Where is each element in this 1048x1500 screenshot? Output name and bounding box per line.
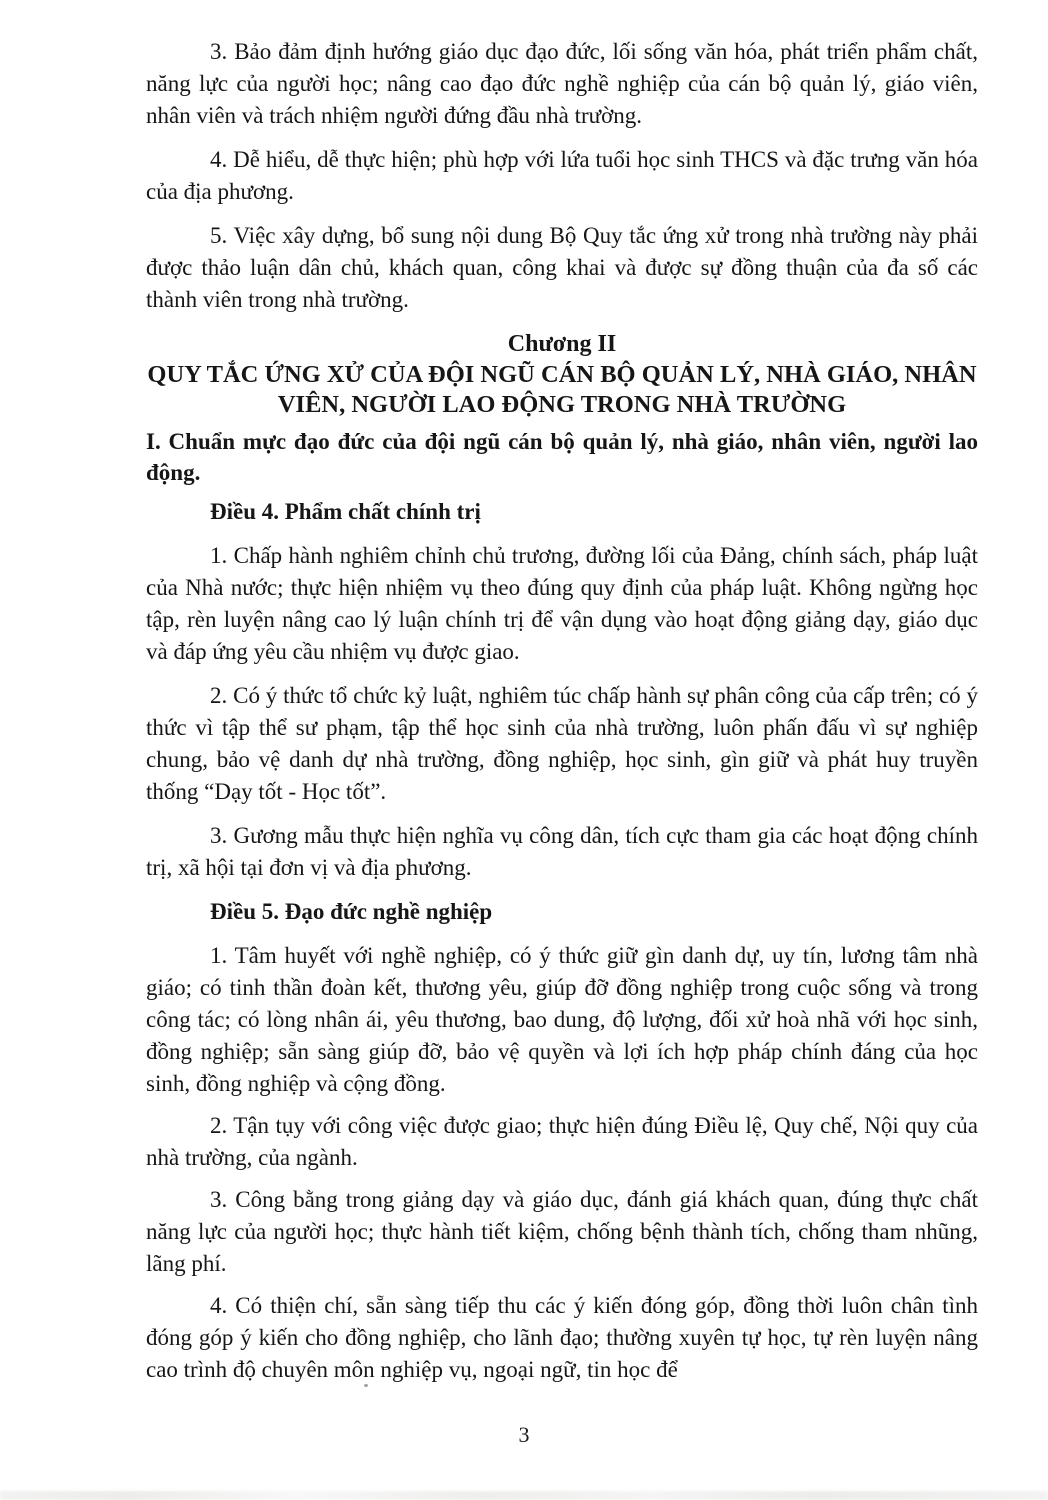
scan-speck — [364, 1384, 368, 1387]
chapter-label: Chương II — [507, 331, 617, 357]
paragraph-intro-3: 3. Bảo đảm định hướng giáo dục đạo đức, lối sống văn hóa, phát triển phẩm chất, năng lực của người học; nâng cao đạo đức nghề nghiệp của cán bộ quản lý, giáo viên, nhân viên và trách nhiệm người đứng đầu nhà trường. — [146, 39, 978, 128]
paragraph-article5-3: 3. Công bằng trong giảng dạy và giáo dục, đánh giá khách quan, đúng thực chất năng lực của người học; thực hành tiết kiệm, chống bệnh thành tích, chống tham nhũng, lãng phí. — [146, 1187, 978, 1276]
paragraph-article4-1: 1. Chấp hành nghiêm chỉnh chủ trương, đường lối của Đảng, chính sách, pháp luật của Nhà nước; thực hiện nhiệm vụ theo đúng quy định của pháp luật. Không ngừng học tập, rèn luyện nâng cao lý luận chính trị để vận dụng vào hoạt động giảng dạy, giáo dục và đáp ứng yêu cầu nhiệm vụ được giao. — [146, 543, 978, 664]
paragraph-article5-1: 1. Tâm huyết với nghề nghiệp, có ý thức giữ gìn danh dự, uy tín, lương tâm nhà giáo; có tinh thần đoàn kết, thương yêu, giúp đỡ đồng nghiệp trong cuộc sống và trong công tác; có lòng nhân ái, yêu thương, bao dung, độ lượng, đối xử hoà nhã với học sinh, đồng nghiệp; sẵn sàng giúp đỡ, bảo vệ quyền và lợi ích hợp pháp chính đáng của học sinh, đồng nghiệp và cộng đồng. — [146, 943, 978, 1096]
paragraph-intro-4: 4. Dễ hiểu, dễ thực hiện; phù hợp với lứa tuổi học sinh THCS và đặc trưng văn hóa của địa phương. — [146, 147, 978, 204]
paragraph-article5-4: 4. Có thiện chí, sẵn sàng tiếp thu các ý kiến đóng góp, đồng thời luôn chân tình đóng góp ý kiến cho đồng nghiệp, cho lãnh đạo; thường xuyên tự học, tự rèn luyện nâng cao trình độ chuyên môn nghiệp vụ, ngoại ngữ, tin học để — [146, 1293, 978, 1382]
paragraph-intro-5: 5. Việc xây dựng, bổ sung nội dung Bộ Quy tắc ứng xử trong nhà trường này phải được thảo luận dân chủ, khách quan, công khai và được sự đồng thuận của đa số các thành viên trong nhà trường. — [146, 223, 978, 312]
article-4-heading: Điều 4. Phẩm chất chính trị — [210, 499, 481, 524]
article-5-heading: Điều 5. Đạo đức nghề nghiệp — [210, 899, 493, 924]
page-number: 3 — [518, 1422, 530, 1447]
paragraph-article5-2: 2. Tận tụy với công việc được giao; thực hiện đúng Điều lệ, Quy chế, Nội quy của nhà trường, của ngành. — [146, 1113, 978, 1170]
scan-artifact-bottom — [0, 1491, 1048, 1500]
paragraph-article4-2: 2. Có ý thức tổ chức kỷ luật, nghiêm túc chấp hành sự phân công của cấp trên; có ý thức vì tập thể sư phạm, tập thể học sinh của nhà trường, luôn phấn đấu vì sự nghiệp chung, bảo vệ danh dự nhà trường, đồng nghiệp, học sinh, gìn giữ và phát huy truyền thống “Dạy tốt - Học tốt”. — [146, 683, 978, 804]
chapter-title: QUY TẮC ỨNG XỬ CỦA ĐỘI NGŨ CÁN BỘ QUẢN LÝ, NHÀ GIÁO, NHÂN VIÊN, NGƯỜI LAO ĐỘNG TRONG NHÀ TRƯỜNG — [147, 361, 977, 418]
section-heading: I. Chuẩn mực đạo đức của đội ngũ cán bộ quản lý, nhà giáo, nhân viên, người lao động. — [146, 429, 978, 485]
page-content — [146, 36, 978, 1396]
article-5-body — [146, 940, 978, 1386]
article-4-body — [146, 540, 978, 884]
paragraph-article4-3: 3. Gương mẫu thực hiện nghĩa vụ công dân, tích cực tham gia các hoạt động chính trị, xã hội tại đơn vị và địa phương. — [146, 823, 978, 880]
